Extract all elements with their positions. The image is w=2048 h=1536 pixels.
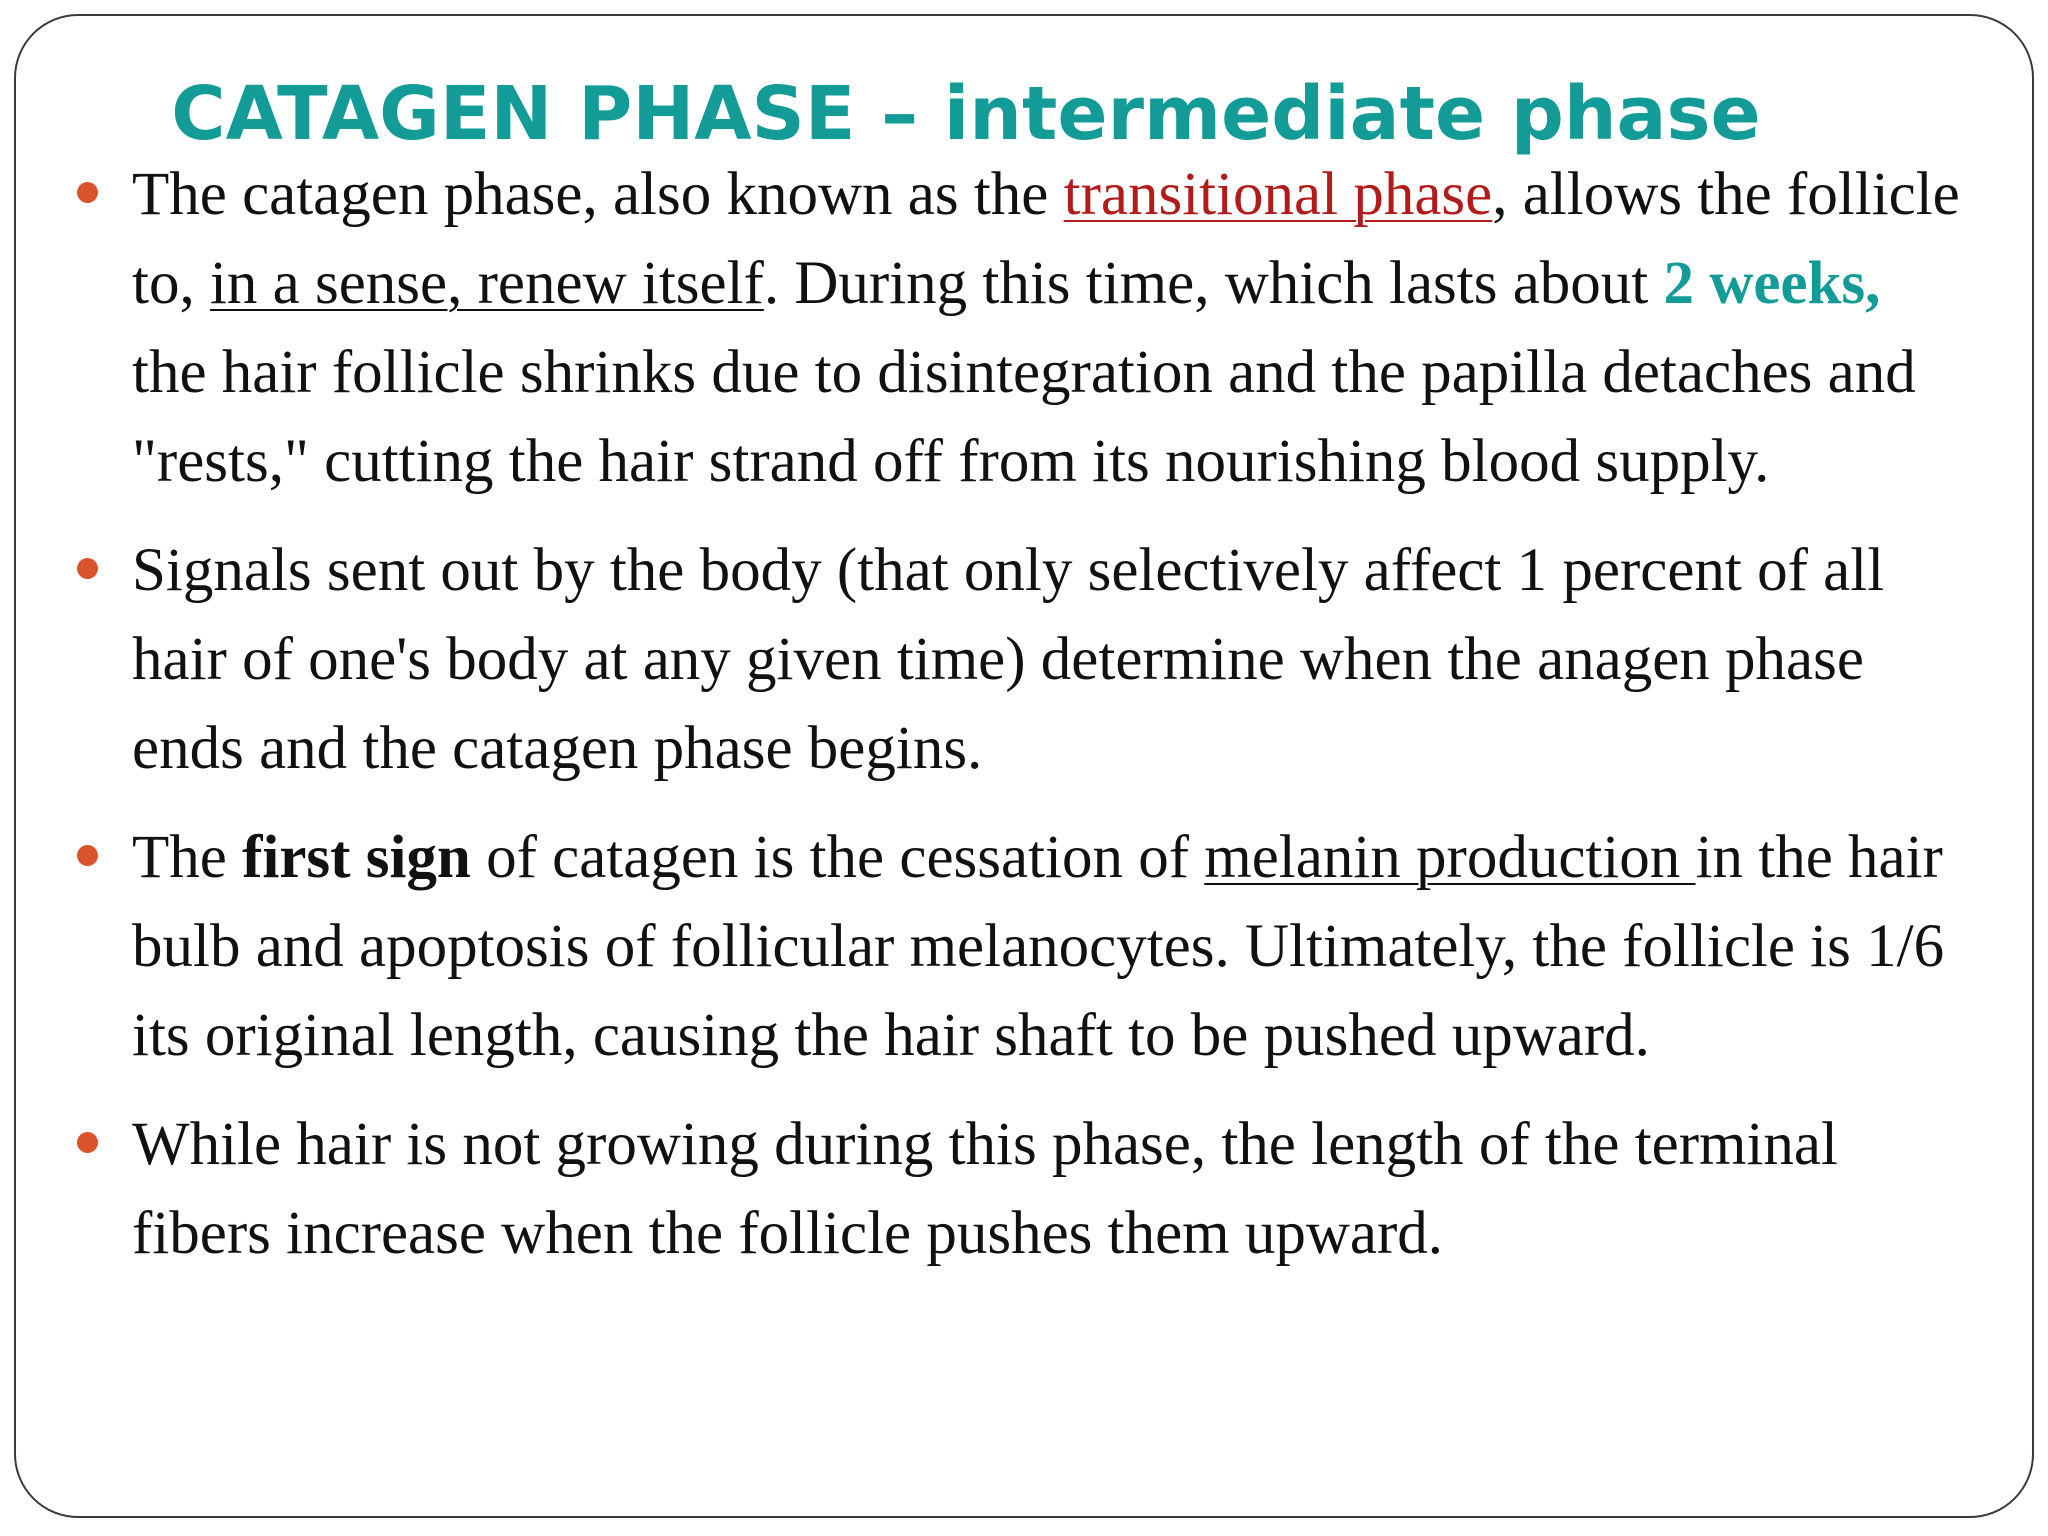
two-weeks-highlight: 2 weeks, <box>1663 250 1881 317</box>
bullet-4-text: While hair is not growing during this phase, the length of the terminal fibers increase when the follicle pushes them upward. <box>132 1111 1838 1267</box>
bullet-item-1 <box>132 150 1962 506</box>
bullet-marker-icon <box>77 182 98 203</box>
bullet-marker-icon <box>77 845 98 866</box>
bullet-item-2 <box>132 526 1962 793</box>
bullet-1-text-d: the hair follicle shrinks due to disintegration and the papilla detaches and "rests," cutting the hair strand off from its nourishing blood supply. <box>132 339 1916 495</box>
renew-itself-phrase: in a sense, renew itself <box>209 250 764 317</box>
transitional-phase-term: transitional phase <box>1063 161 1493 228</box>
first-sign-term: first sign <box>242 824 471 891</box>
melanin-production-term: melanin production <box>1204 824 1696 891</box>
bullet-2-text: Signals sent out by the body (that only selectively affect 1 percent of all hair of one's body at any given time) determine when the anagen phase ends and the catagen phase begins. <box>132 537 1885 782</box>
bullet-list <box>132 150 1962 1298</box>
slide-title: CATAGEN PHASE – intermediate phase <box>171 71 1761 157</box>
bullet-3-text-c: in the hair bulb and apoptosis of follicular melanocytes. Ultimately, the follicle is 1/6 its original length, causing the hair shaft to be pushed upward. <box>132 824 1945 1069</box>
bullet-marker-icon <box>77 1132 98 1153</box>
bullet-1-text-b: , allows the follicle to, <box>132 161 1960 317</box>
bullet-1-text-a: The catagen phase, also known as the <box>132 161 1064 228</box>
bullet-item-4 <box>132 1100 1962 1278</box>
bullet-3-text-a: The <box>132 824 243 891</box>
bullet-3-text-b: of catagen is the cessation of <box>470 824 1205 891</box>
bullet-1-text-c: . During this time, which lasts about <box>763 250 1664 317</box>
bullet-marker-icon <box>77 558 98 579</box>
bullet-item-3 <box>132 813 1962 1080</box>
